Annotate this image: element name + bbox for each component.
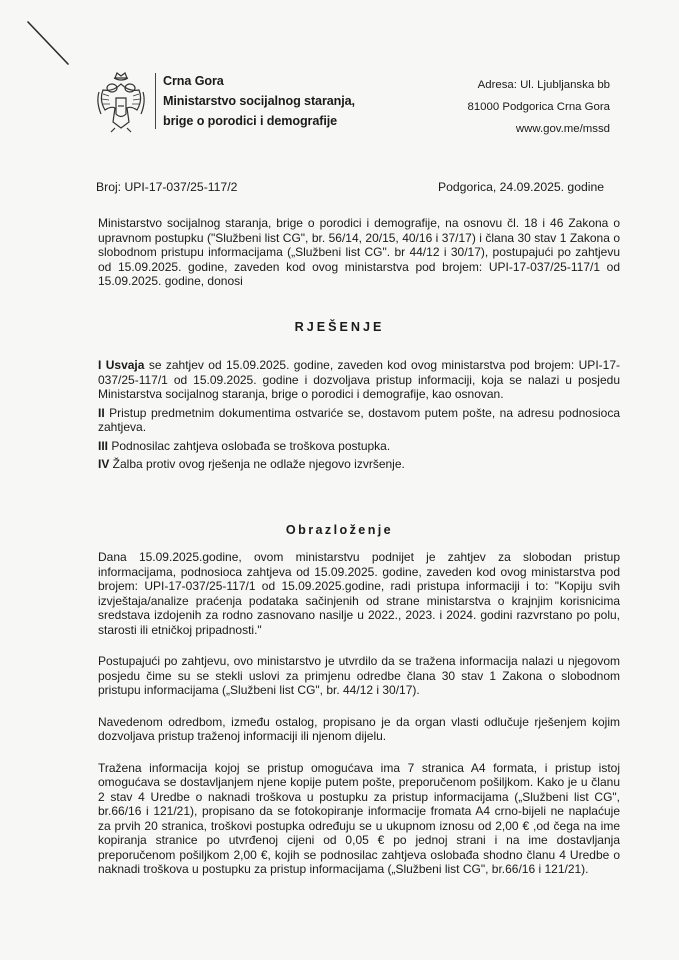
reasoning-paragraph: Dana 15.09.2025.godine, ovom ministarstvu podnijet je zahtjev za slobodan pristup informacijama, podnosioca zahtjeva od 15.09.2025. godine, zaveden kod ovog ministarstva pod brojem: UPI-17-037/25-117/1 od 15.09.2025.godine, radi pristupa informaciji i to: "Kopiju svih izvještaja/analize praćenja podataka sačinjenih od strane ministarstva o krajnjim korisnicima sredstava izdojenih za rodno zasnovano nasilje u 2022., 2023. i 2024. godini razvrstano po polu, starosti ili etničkoj pripadnosti." [98, 550, 620, 637]
contact-block [468, 74, 610, 140]
montenegro-coat-of-arms-icon [93, 70, 149, 134]
reasoning-heading: Obrazloženje [285, 523, 394, 537]
intro-paragraph: Ministarstvo socijalnog staranja, brige o porodici i demografije, na osnovu čl. 18 i 46 Zakona o upravnom postupku ("Službeni list CG", br. 56/14, 20/15, 40/16 i 37/17) i člana 30 stav 1 Zakona o slobodnom pristupu informacijama („Službeni list CG". br 44/12 i 30/17), postupajući po zahtjevu od 15.09.2025. godine, zaveden kod ovog ministarstva pod brojem: UPI-17-037/25-117/1 od 15.09.2025. godine, donosi [98, 216, 620, 288]
pen-stroke-mark [24, 18, 76, 70]
reasoning-paragraph: Navedenom odredbom, između ostalog, propisano je da organ vlasti odlučuje rješenjem kojim dozvoljava pristup traženoj informaciji ili njenom dijelu. [98, 714, 620, 743]
decision-item: III Podnosilac zahtjeva oslobađa se troškova postupka. [98, 438, 391, 453]
ministry-name-line1: Ministarstvo socijalnog staranja, [163, 94, 355, 108]
contact-website: www.gov.me/mssd [515, 123, 610, 135]
decision-item: IV Žalba protiv ovog rješenja ne odlaže njegovo izvršenje. [98, 457, 405, 471]
header-divider [155, 73, 156, 129]
reasoning-paragraph: Tražena informacija kojoj se pristup omogućava ima 7 stranica A4 formata, i pristup istoj omogućava se dostavljanjem njene kopije putem pošte, preporučenom pošiljkom. Kako je u članu 2 stav 4 Uredbe o naknadi troškova u postupku za pristup informacijama („Službeni list CG", br.66/16 i 121/21), propisano da se fotokopiranje informacije fromata A4 crno-bijeli ne naplaćuje za prvih 20 stranica, troškovi postupka određuju se u ukupnom iznosu od 2,00 € ,od čega na ime kopiranja stranice po utvrđenoj cijeni od 0,05 € po jednoj strani i na ime dostavljanja preporučenom pošiljkom 2,00 €, kojih se podnosilac zahtjeva oslobađa shodno članu 4 Uredbe o naknadi troškova u postupku za pristup informacijama („Službeni list CG", br.66/16 i 121/21). [98, 760, 620, 876]
contact-address: Adresa: Ul. Ljubljanska bb [477, 79, 610, 91]
country-name: Crna Gora [163, 74, 224, 88]
reasoning-body [98, 550, 620, 894]
decision-item: II Pristup predmetnim dokumentima ostvariće se, dostavom putem pošte, na adresu podnosioca zahtjeva. [98, 405, 620, 434]
reasoning-paragraph: Postupajući po zahtjevu, ovo ministarstvo je utvrdilo da se tražena informacija nalazi u njegovom posjedu čime su se stekli uslovi za primjenu odredbe člana 30 stav 1 Zakona o slobodnom pristupu informacijama („Službeni list CG", br. 44/12 i 30/17). [98, 654, 620, 697]
place-and-date: Podgorica, 24.09.2025. godine [438, 180, 605, 194]
contact-city: 81000 Podgorica Crna Gora [467, 101, 610, 113]
decision-items [98, 358, 620, 476]
ministry-name-block [163, 71, 355, 131]
decision-item: I Usvaja se zahtjev od 15.09.2025. godine, zaveden kod ovog ministarstva pod brojem: UPI-17-037/25-117/1 od 15.09.2025. godine i dozvoljava pristup informaciji, koja se nalazi u posjedu Ministarstva socijalnog staranja, brige o porodici i demografije, kao osnovan. [98, 358, 620, 401]
reference-number: Broj: UPI-17-037/25-117/2 [96, 180, 238, 194]
ministry-name-line2: brige o porodici i demografije [163, 114, 338, 128]
decision-heading: RJEŠENJE [294, 320, 385, 334]
